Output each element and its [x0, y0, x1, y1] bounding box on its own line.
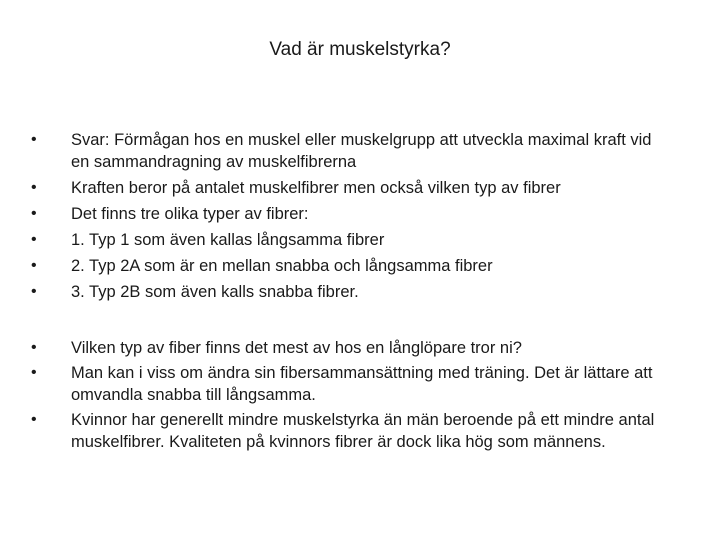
list-item — [31, 177, 671, 199]
list-item-text: Det finns tre olika typer av fibrer: — [71, 205, 309, 223]
list-item-text: 2. Typ 2A som är en mellan snabba och långsamma fibrer — [71, 257, 493, 275]
list-item — [31, 281, 671, 303]
bullet-icon: • — [31, 283, 37, 300]
bullet-icon: • — [31, 364, 37, 381]
list-item — [31, 409, 671, 453]
list-item-text: 3. Typ 2B som även kalls snabba fibrer. — [71, 283, 359, 301]
bullet-icon: • — [31, 411, 37, 428]
bullet-icon: • — [31, 257, 37, 274]
bullet-icon: • — [31, 339, 37, 356]
list-item-text: Vilken typ av fiber finns det mest av hos en långlöpare tror ni? — [71, 339, 522, 357]
bullet-icon: • — [31, 205, 37, 222]
list-item-text: Kraften beror på antalet muskelfibrer men också vilken typ av fibrer — [71, 179, 561, 197]
list-item — [31, 129, 671, 173]
bullet-icon: • — [31, 231, 37, 248]
bullet-list-main — [31, 129, 671, 307]
list-item-text: Svar: Förmågan hos en muskel eller muskelgrupp att utveckla maximal kraft vid en sammandragning av muskelfibrerna — [71, 131, 652, 171]
list-item — [31, 362, 671, 406]
list-item — [31, 337, 671, 359]
bullet-list-questions — [31, 337, 671, 456]
list-item-text: Kvinnor har generellt mindre muskelstyrka än män beroende på ett mindre antal muskelfibrer. Kvaliteten på kvinnors fibrer är dock lika hög som männens. — [71, 411, 655, 451]
bullet-icon: • — [31, 131, 37, 148]
list-item — [31, 255, 671, 277]
list-item — [31, 229, 671, 251]
list-item — [31, 203, 671, 225]
bullet-icon: • — [31, 179, 37, 196]
list-item-text: Man kan i viss om ändra sin fibersammansättning med träning. Det är lättare att omvandla snabba till långsamma. — [71, 364, 653, 404]
slide-title: Vad är muskelstyrka? — [269, 39, 451, 60]
list-item-text: 1. Typ 1 som även kallas långsamma fibrer — [71, 231, 385, 249]
